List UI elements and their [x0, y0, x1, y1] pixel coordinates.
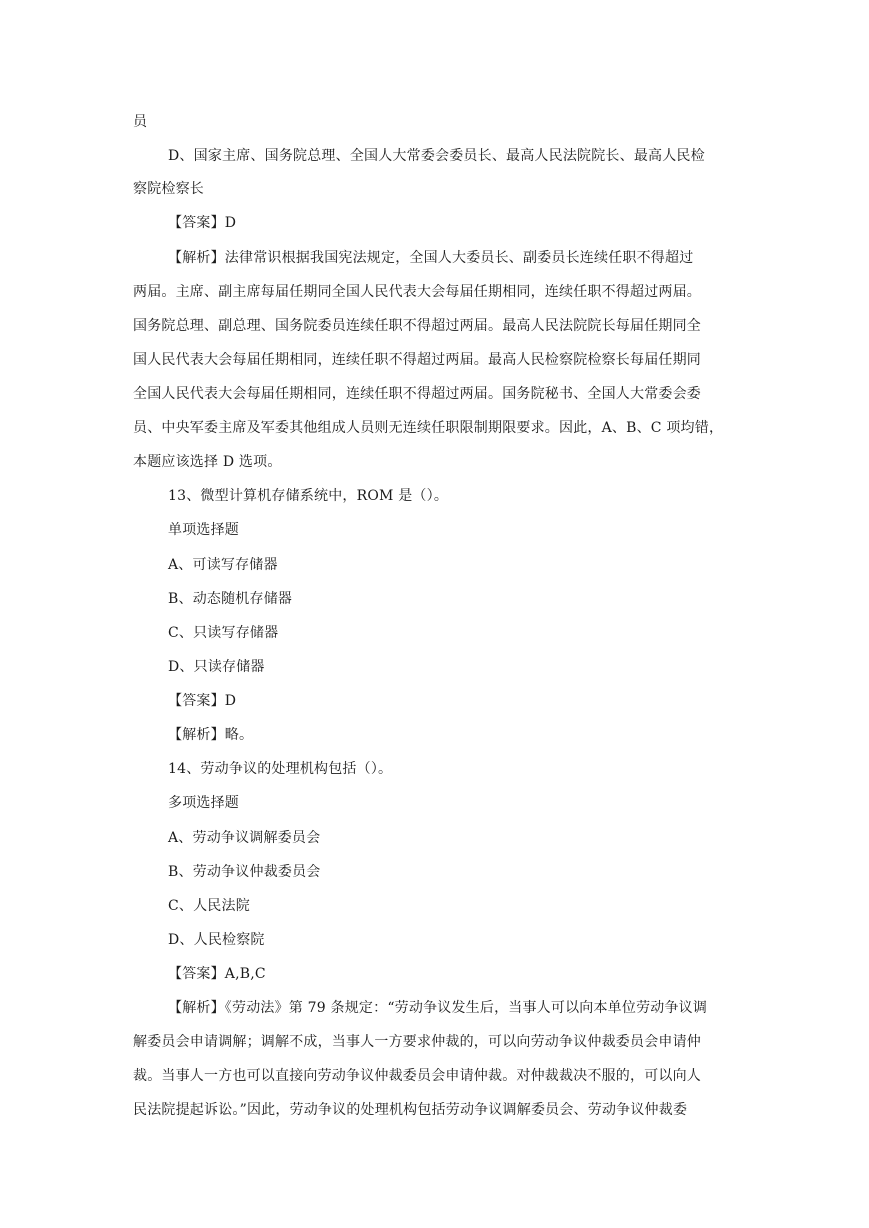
text-line: 两届。主席、副主席每届任期同全国人民代表大会每届任期相同，连续任职不得超过两届。: [133, 284, 701, 300]
text-line: 员: [133, 114, 148, 130]
text-line: 员、中央军委主席及军委其他组成人员则无连续任职限制期限要求。因此，A、B、C 项均错，: [133, 420, 724, 436]
option-line: A、可读写存储器: [168, 557, 278, 573]
answer-line: 【答案】A,B,C: [168, 966, 266, 982]
option-line: A、劳动争议调解委员会: [168, 830, 321, 846]
question-line: 14、劳动争议的处理机构包括（）。: [168, 761, 393, 777]
analysis-line: 【解析】法律常识根据我国宪法规定，全国人大委员长、副委员长连续任职不得超过: [168, 250, 694, 266]
option-line: B、劳动争议仲裁委员会: [168, 864, 321, 880]
text-line: 国人民代表大会每届任期相同，连续任职不得超过两届。最高人民检察院检察长每届任期同: [133, 352, 701, 368]
option-line: D、国家主席、国务院总理、全国人大常委会委员长、最高人民法院院长、最高人民检: [168, 148, 705, 164]
text-line: 解委员会申请调解；调解不成，当事人一方要求仲裁的，可以向劳动争议仲裁委员会申请仲: [133, 1034, 701, 1050]
option-line: D、只读存储器: [168, 659, 265, 675]
text-line: 全国人民代表大会每届任期相同，连续任职不得超过两届。国务院秘书、全国人大常委会委: [133, 386, 701, 402]
text-line: 本题应该选择 D 选项。: [133, 454, 282, 470]
analysis-line: 【解析】略。: [168, 727, 254, 743]
text-line: 裁。当事人一方也可以直接向劳动争议仲裁委员会申请仲裁。对仲裁裁决不服的，可以向人: [133, 1068, 701, 1084]
text-line: 国务院总理、副总理、国务院委员连续任职不得超过两届。最高人民法院院长每届任期同全: [133, 318, 701, 334]
option-line: C、只读写存储器: [168, 625, 279, 641]
option-line: C、人民法院: [168, 898, 250, 914]
option-line: B、动态随机存储器: [168, 591, 293, 607]
question-line: 13、微型计算机存储系统中，ROM 是（）。: [168, 488, 449, 504]
text-line: 察院检察长: [133, 181, 204, 197]
question-type: 多项选择题: [168, 795, 239, 811]
question-type: 单项选择题: [168, 522, 239, 538]
answer-line: 【答案】D: [168, 215, 237, 231]
analysis-line: 【解析】《劳动法》第 79 条规定：“劳动争议发生后，当事人可以向本单位劳动争议调: [168, 1000, 708, 1016]
answer-line: 【答案】D: [168, 693, 237, 709]
text-line: 民法院提起诉讼。”因此，劳动争议的处理机构包括劳动争议调解委员会、劳动争议仲裁委: [133, 1102, 688, 1118]
option-line: D、人民检察院: [168, 932, 265, 948]
